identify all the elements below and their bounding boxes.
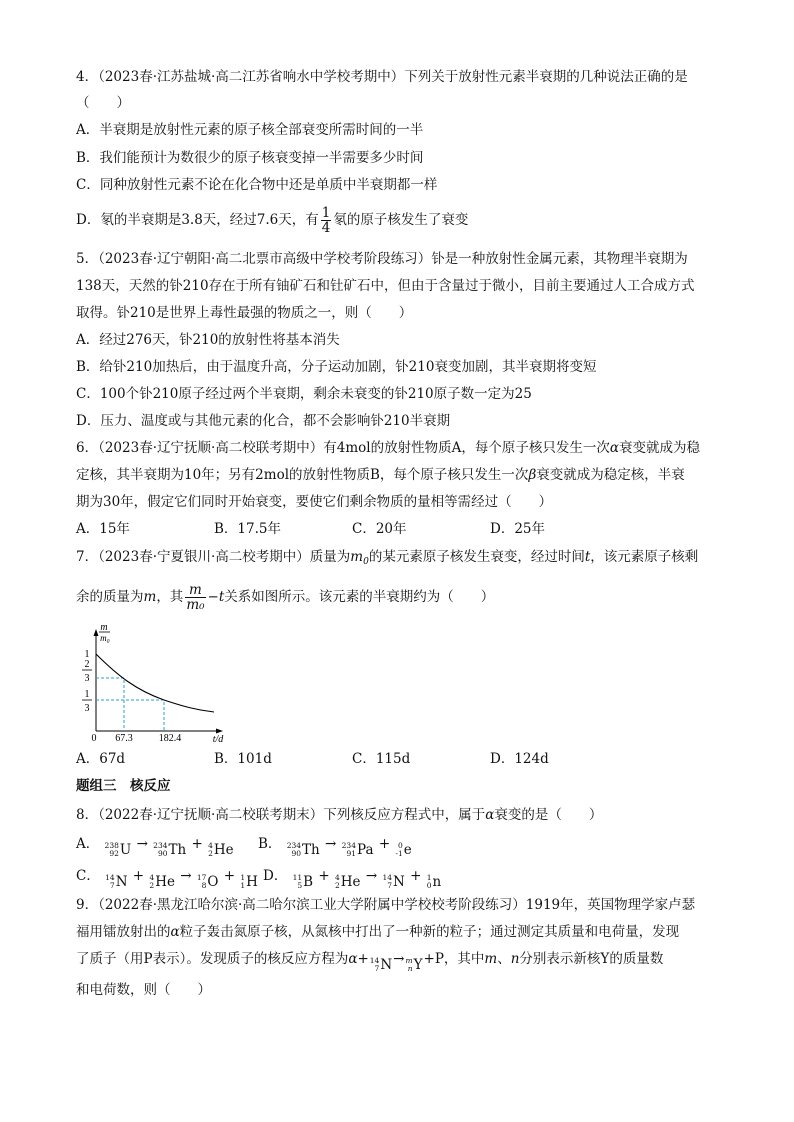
q5-option-b: B．给钋210加热后，由于温度升高，分子运动加剧，钋210衰变加剧，其半衰期将变短 — [76, 359, 597, 375]
q6-option-b: B．17.5年 — [214, 521, 281, 537]
x-label: t/d — [212, 734, 224, 744]
y-tick-1: 1 — [84, 649, 90, 660]
q6-option-d: D．25年 — [490, 521, 546, 537]
q7-option-c: C．115d — [352, 751, 411, 767]
nuclide: 4 2 He — [208, 841, 234, 858]
q8-option-d: D． 11 5 B + 4 2 He → 14 7 N + 1 0 n — [263, 868, 442, 890]
nuclide: 4 2 He — [149, 873, 175, 890]
y-tick-2-3-num: 2 — [84, 659, 90, 670]
y-tick-1-3-den: 3 — [84, 703, 90, 714]
dashed-guide-1-3 — [96, 700, 164, 731]
nuclide: 14 7 N — [105, 873, 128, 890]
decay-curve — [96, 654, 214, 712]
nuclide: 234 90 Th — [286, 841, 320, 858]
q9-line1: 9．（2022春·黑龙江哈尔滨·高二哈尔滨工业大学附属中学校校考阶段练习）1919年，英国物理学家卢瑟 — [76, 897, 696, 913]
q8-stem: 8．（2022春·辽宁抚顺·高二校联考期末）下列核反应方程式中，属于α衰变的是（ ） — [76, 807, 603, 823]
y-label-num: m — [100, 622, 108, 633]
q7-option-d: D．124d — [490, 751, 549, 767]
q6-line2: 定核，其半衰期为10年；另有2mol的放射性物质B，每个原子核只发生一次β衰变就成为稳定核，半衰 — [76, 467, 685, 483]
q5-line2: 138天，天然的钋210存在于所有铀矿石和钍矿石中，但由于含量过于微小，目前主要通过人工合成方式 — [76, 278, 695, 294]
q7-option-b: B．101d — [214, 751, 272, 767]
fraction-one-quarter: $\frac{1}{4}$ — [321, 205, 331, 236]
y-tick-2-3-den: 3 — [84, 673, 90, 684]
nuclide: 14 7 N — [382, 873, 405, 890]
q5-option-d: D．压力、温度或与其他元素的化合，都不会影响钋210半衰期 — [76, 413, 451, 429]
x-tick-182-4: 182.4 — [158, 733, 182, 744]
q4-stem: 4．（2023春·江苏盐城·高二江苏省响水中学校考期中）下列关于放射性元素半衰期的几种说法正确的是 — [76, 69, 688, 85]
nuclide: 234 90 Th — [153, 841, 187, 858]
nuclide: 238 92 U — [104, 841, 132, 858]
nuclide: 14 7 N — [369, 956, 393, 973]
q4-option-d: D．氡的半衰期是3.8天，经过7.6天，有 $\frac{1}{4}$ 氡的原子核发生了衰变 — [76, 205, 469, 236]
q8-option-a: A． 238 92 U → 234 90 Th + 4 2 He — [76, 836, 234, 858]
q4-option-a: A．半衰期是放射性元素的原子核全部衰变所需时间的一半 — [76, 122, 424, 138]
q9-line2: 福用镭放射出的α粒子轰击氮原子核，从氮核中打出了一种新的粒子；通过测定其质量和电荷量，发现 — [76, 924, 680, 940]
nuclide: 1 1 H — [240, 873, 258, 890]
nuclide: 0 -1 e — [395, 841, 412, 858]
q6-option-a: A．15年 — [76, 521, 130, 537]
q5-line3: 取得。钋210是世界上毒性最强的物质之一，则（ ） — [76, 305, 413, 321]
nuclide: m n Y — [405, 956, 423, 973]
x-tick-0: 0 — [91, 733, 97, 744]
fraction-m-over-m0: $\frac{m}{\text{m₀}}$ — [186, 582, 205, 613]
q8-option-b: B． 234 90 Th → 234 91 Pa + 0 -1 e — [258, 836, 412, 858]
q9-line3: 了质子（用P表示）。发现质子的核反应方程为α+ 14 7 N → m n Y +P，其中m、n分别表示新核Y的质量数 — [76, 951, 664, 973]
q6-option-c: C．20年 — [352, 521, 407, 537]
y-label-den: m₀ — [100, 633, 110, 643]
q4-option-c: C．同种放射性元素不论在化合物中还是单质中半衰期都一样 — [76, 177, 438, 193]
q7-option-a: A．67d — [76, 751, 126, 767]
q5-option-a: A．经过276天，钋210的放射性将基本消失 — [76, 332, 340, 348]
nuclide: 4 2 He — [335, 873, 361, 890]
q6-line1: 6．（2023春·辽宁抚顺·高二校联考期中）有4mol的放射性物质A，每个原子核只发生一次α衰变就成为稳 — [76, 440, 700, 456]
nuclide: 234 91 Pa — [341, 841, 374, 858]
q8-option-c: C． 14 7 N + 4 2 He → 17 8 O + 1 1 H — [76, 868, 258, 890]
y-tick-1-3-num: 1 — [84, 689, 90, 700]
y-axis-arrow — [94, 629, 99, 636]
dashed-guide-2-3 — [96, 678, 124, 731]
nuclide: 1 0 n — [426, 873, 442, 890]
q6-line3: 期为30年，假定它们同时开始衰变，要使它们剩余物质的量相等需经过（ ） — [76, 494, 553, 510]
decay-graph — [78, 618, 238, 744]
q7-line2: 余的质量为m，其 $\frac{m}{\text{m₀}}$ −t关系如图所示。该元素的半衰期约为（ ） — [76, 582, 495, 613]
q5-option-c: C．100个钋210原子经过两个半衰期，剩余未衰变的钋210原子数一定为25 — [76, 386, 532, 402]
q4-option-b: B．我们能预计为数很少的原子核衰变掉一半需要多少时间 — [76, 150, 424, 166]
nuclide: 17 8 O — [196, 873, 219, 890]
section-title: 题组三 核反应 — [76, 778, 171, 794]
nuclide: 11 5 B — [292, 873, 314, 890]
x-tick-67-3: 67.3 — [115, 733, 133, 744]
q7-line1: 7．（2023春·宁夏银川·高二校考期中）质量为$m_0$的某元素原子核发生衰变，经过时间t，该元素原子核剩 — [76, 549, 699, 567]
q4-paren: （ ） — [76, 95, 130, 111]
q5-line1: 5．（2023春·辽宁朝阳·高二北票市高级中学校考阶段练习）钋是一种放射性金属元素，其物理半衰期为 — [76, 251, 688, 267]
q9-line4: 和电荷数，则（ ） — [76, 982, 211, 998]
x-axis-arrow — [216, 729, 223, 734]
